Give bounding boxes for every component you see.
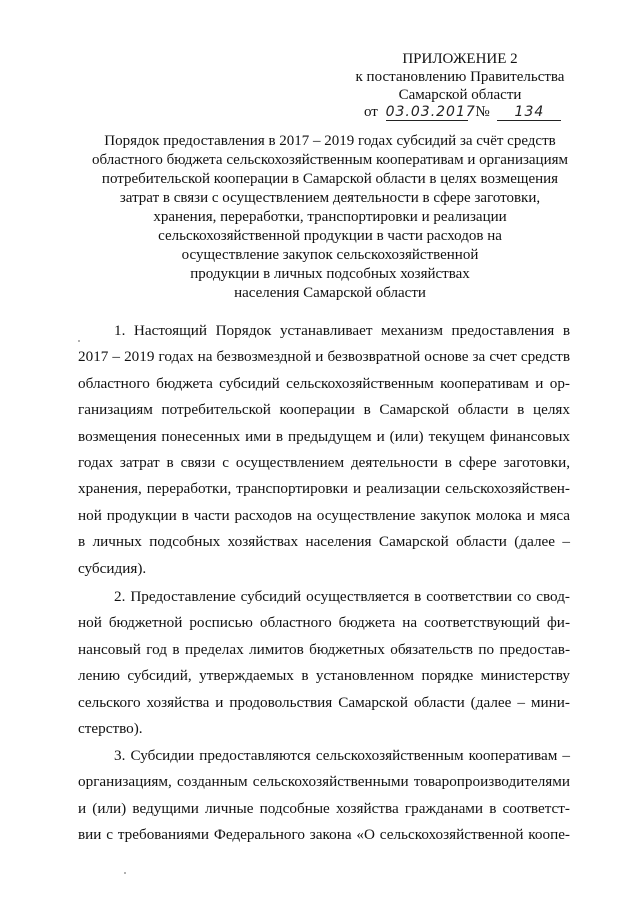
paragraph-3 (78, 743, 570, 849)
body-line: ной бюджетной росписью областного бюджета на соответствующий фи- (78, 614, 570, 632)
title-line: потребительской кооперации в Самарской области в целях возмещения (101, 171, 559, 187)
body-line: в личных подсобных хозяйствах населения Самарской области (далее – (78, 533, 570, 551)
document-title (60, 132, 600, 303)
scan-speck (78, 340, 80, 342)
title-line: населения Самарской области (234, 285, 426, 301)
body-line: возмещения понесенных ими в предыдущем и (или) текущем финансовых (78, 427, 570, 445)
appendix-header (340, 50, 580, 104)
body-line: ной продукции в части расходов на осуществление закупок молока и мяса (78, 506, 570, 524)
title-line: Порядок предоставления в 2017 – 2019 годах субсидий за счёт средств (104, 133, 556, 149)
body-line: и (или) ведущими личные подсобные хозяйства гражданами в соответст- (78, 799, 570, 817)
appendix-title: ПРИЛОЖЕНИЕ 2 (402, 51, 518, 67)
body-line: годах затрат в связи с осуществлением деятельности в сфере заготовки, (78, 453, 570, 471)
number-label: № (475, 104, 490, 120)
body-line: областного бюджета субсидий сельскохозяйственным кооперативам и ор- (78, 374, 570, 392)
title-line: осуществление закупок сельскохозяйственной (181, 247, 479, 263)
resolution-date: 03.03.2017 (385, 104, 476, 120)
appendix-region-line: Самарской области (398, 87, 522, 103)
title-line: областного бюджета сельскохозяйственным кооперативам и организациям (91, 152, 569, 168)
body-line: субсидия). (78, 559, 147, 577)
body-line: стерство). (78, 719, 143, 737)
paragraph-2 (78, 584, 570, 742)
title-line: хранения, переработки, транспортировки и реализации (153, 209, 507, 225)
body-line: хранения, переработки, транспортировки и реализации сельскохозяйствен- (78, 480, 570, 498)
from-label: от (364, 104, 378, 120)
body-line: 3. Субсидии предоставляются сельскохозяйственным кооперативам – (114, 747, 570, 764)
resolution-date-number (364, 104, 561, 121)
body-line: сельского хозяйства и продовольствия Самарской области (далее – мини- (78, 693, 570, 711)
body-line: 2017 – 2019 годах на безвозмездной и безвозвратной основе за счет средств (78, 348, 570, 366)
body-line: нансовый год в пределах лимитов бюджетных обязательств по предостав- (78, 640, 570, 658)
body-line: вии с требованиями Федерального закона «О сельскохозяйственной коопе- (78, 826, 570, 844)
body-line: организациям, созданным сельскохозяйственными товаропроизводителями (78, 773, 570, 791)
scan-speck (124, 872, 126, 874)
appendix-resolution-line: к постановлению Правительства (355, 69, 565, 85)
title-line: сельскохозяйственной продукции в части расходов на (158, 228, 502, 244)
body-line: 1. Настоящий Порядок устанавливает механизм предоставления в (114, 322, 570, 339)
title-line: продукции в личных подсобных хозяйствах (190, 266, 470, 282)
resolution-number: 134 (497, 104, 561, 121)
body-line: ганизациям потребительской кооперации в Самарской области в целях (78, 401, 570, 419)
title-line: затрат в связи с осуществлением деятельности в сфере заготовки, (119, 190, 541, 206)
body-line: 2. Предоставление субсидий осуществляется в соответствии со свод- (114, 588, 570, 605)
body-line: лению субсидий, утверждаемых в установленном порядке министерству (78, 667, 570, 685)
paragraph-1 (78, 318, 570, 582)
